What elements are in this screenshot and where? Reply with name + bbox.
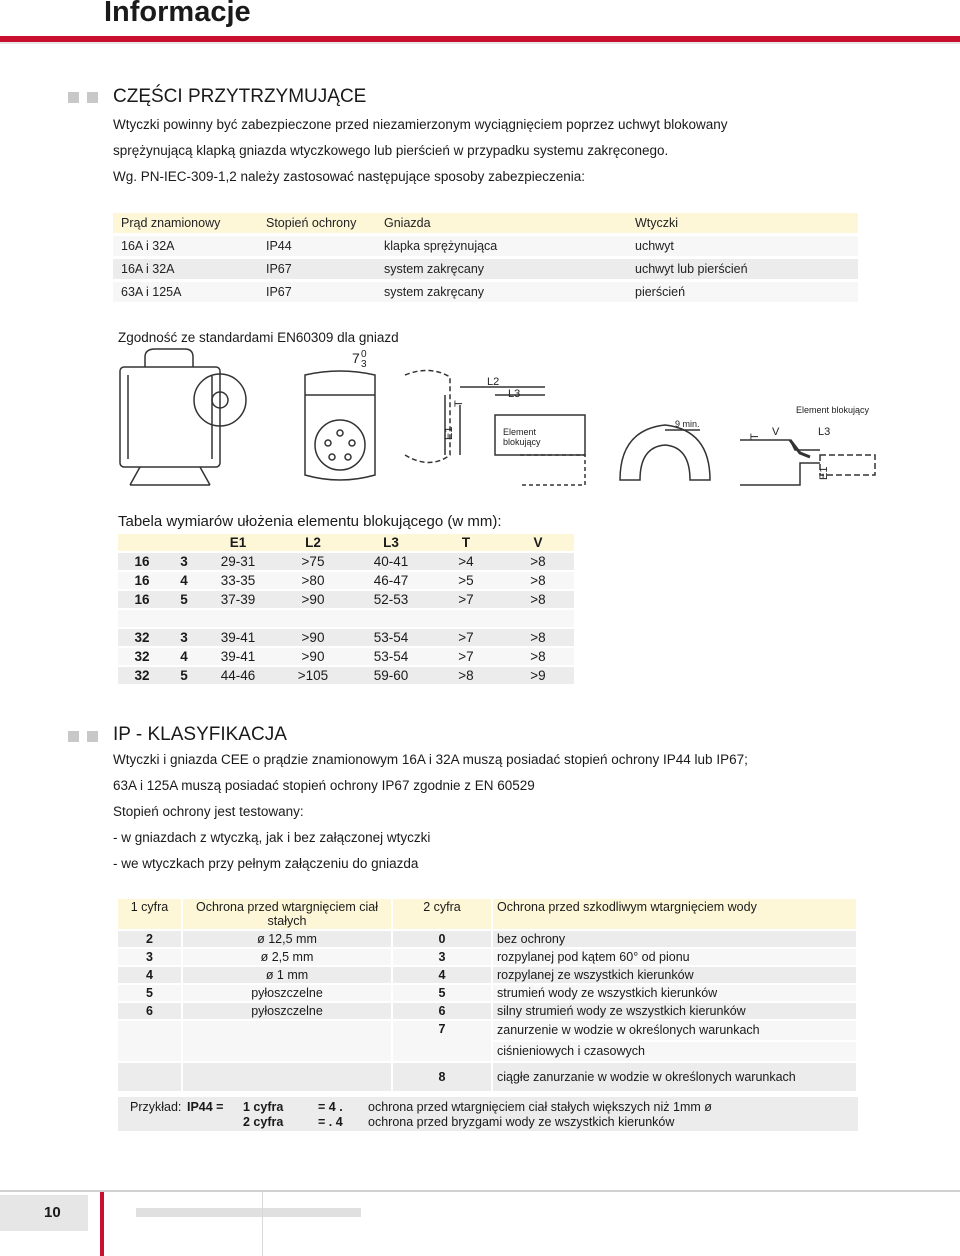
table-cell: 5 bbox=[166, 591, 202, 610]
table-cell: 32 bbox=[118, 629, 166, 648]
housing-handle bbox=[145, 349, 193, 367]
table-cell: silny strumień wody ze wszystkich kierunków bbox=[493, 1003, 858, 1021]
table-row bbox=[118, 648, 574, 667]
table-cell: >7 bbox=[430, 648, 502, 667]
label-blokujacy: blokujący bbox=[503, 437, 541, 447]
label-l3-right: L3 bbox=[818, 426, 831, 438]
section-paragraph bbox=[113, 112, 893, 190]
page-title: Informacje bbox=[104, 0, 251, 28]
socket-face bbox=[315, 420, 365, 470]
paragraph-line: sprężynującą klapką gniazda wtyczkowego lub pierścień w przypadku systemu zakręconego. bbox=[113, 143, 669, 158]
section-bullet-icon bbox=[68, 90, 98, 108]
table-cell bbox=[183, 1063, 393, 1093]
table-row bbox=[118, 667, 574, 686]
table-cell: 2 bbox=[118, 931, 183, 949]
table-cell: 29-31 bbox=[202, 553, 274, 572]
table-cell: >5 bbox=[430, 572, 502, 591]
table-cell: ciśnieniowych i czasowych bbox=[493, 1042, 858, 1063]
table-header-cell: Ochrona przed szkodliwym wtargnięciem wody bbox=[493, 899, 858, 931]
table-cell: 16A i 32A bbox=[121, 262, 175, 276]
paragraph-line: Wtyczki i gniazda CEE o prądzie znamionowym 16A i 32A muszą posiadać stopień ochrony IP44 lub IP67; bbox=[113, 752, 748, 767]
table-cell: 6 bbox=[118, 1003, 183, 1021]
paragraph-line: Wg. PN-IEC-309-1,2 należy zastosować następujące sposoby zabezpieczenia: bbox=[113, 169, 585, 184]
table-cell: 5 bbox=[166, 667, 202, 686]
table-cell: 33-35 bbox=[202, 572, 274, 591]
table-cell: rozpylanej pod kątem 60° od pionu bbox=[493, 949, 858, 967]
table-cell: 53-54 bbox=[352, 648, 430, 667]
diagram-title: Zgodność ze standardami EN60309 dla gniazd bbox=[118, 330, 399, 345]
table-cell: 16A i 32A bbox=[121, 239, 175, 253]
table-cell: IP67 bbox=[266, 285, 292, 299]
table-row bbox=[118, 591, 574, 610]
table-cell: 4 bbox=[393, 967, 493, 985]
table-cell: pyłoszczelne bbox=[183, 1003, 393, 1021]
table-cell: ciągłe zanurzanie w wodzie w określonych warunkach bbox=[493, 1063, 858, 1093]
table-row bbox=[118, 1003, 858, 1021]
table-cell: klapka sprężynująca bbox=[384, 239, 498, 253]
table-cell: 4 bbox=[118, 967, 183, 985]
table-cell: >7 bbox=[430, 629, 502, 648]
example-digit: 1 cyfra bbox=[243, 1100, 284, 1114]
table-cell: rozpylanej ze wszystkich kierunków bbox=[493, 967, 858, 985]
table-cell: pierścień bbox=[635, 285, 686, 299]
paragraph-line: - we wtyczkach przy pełnym załączeniu do gniazda bbox=[113, 856, 419, 871]
table-header-cell: L3 bbox=[352, 534, 430, 553]
table-cell: >8 bbox=[502, 629, 574, 648]
table-header-cell: L2 bbox=[274, 534, 352, 553]
table-cell: >75 bbox=[274, 553, 352, 572]
table-cell: ø 1 mm bbox=[183, 967, 393, 985]
table-cell bbox=[118, 1063, 183, 1093]
table-cell: 32 bbox=[118, 648, 166, 667]
table-cell: zanurzenie w wodzie w określonych warunkach bbox=[493, 1021, 858, 1042]
example-text: ochrona przed bryzgami wody ze wszystkich kierunków bbox=[368, 1115, 675, 1129]
table-cell: 6 bbox=[393, 1003, 493, 1021]
table-cell bbox=[183, 1021, 393, 1063]
section-paragraph bbox=[113, 747, 913, 877]
example-label: Przykład: bbox=[130, 1100, 182, 1114]
table-cell: >105 bbox=[274, 667, 352, 686]
table-cell: 37-39 bbox=[202, 591, 274, 610]
table-row bbox=[118, 1021, 858, 1042]
footer-bar bbox=[136, 1208, 361, 1217]
table-cell: >8 bbox=[430, 667, 502, 686]
table-spacer-row bbox=[118, 610, 574, 629]
table-cell: 16 bbox=[118, 572, 166, 591]
paragraph-line: Wtyczki powinny być zabezpieczone przed niezamierzonym wyciągnięciem poprzez uchwyt blokowany bbox=[113, 117, 728, 132]
table-cell: 0 bbox=[393, 931, 493, 949]
table-cell: 32 bbox=[118, 667, 166, 686]
table-header-cell: Ochrona przed wtargnięciem ciał stałych bbox=[183, 899, 393, 931]
table-header-cell bbox=[118, 534, 166, 553]
paragraph-line: - w gniazdach z wtyczką, jak i bez załączonej wtyczki bbox=[113, 830, 431, 845]
table-row bbox=[118, 967, 858, 985]
label-e1-right: E1 bbox=[818, 466, 830, 480]
label-element-blokujacy: Element blokujący bbox=[796, 405, 870, 415]
table-header-cell: V bbox=[502, 534, 574, 553]
table-cell: >90 bbox=[274, 648, 352, 667]
socket-housing bbox=[120, 367, 220, 467]
table-row bbox=[113, 236, 858, 256]
table-cell: >8 bbox=[502, 553, 574, 572]
table-row bbox=[118, 985, 858, 1003]
spacer-cell bbox=[118, 610, 574, 629]
ring-section bbox=[620, 425, 710, 480]
label-l3: L3 bbox=[508, 388, 521, 400]
table-header-cell: Stopień ochrony bbox=[266, 216, 357, 230]
header-sub-line bbox=[0, 42, 960, 44]
ip-classification-table bbox=[118, 899, 858, 1093]
table-header-cell: 2 cyfra bbox=[393, 899, 493, 931]
table-row bbox=[113, 259, 858, 279]
table-cell: 16 bbox=[118, 553, 166, 572]
table-cell: 46-47 bbox=[352, 572, 430, 591]
dimension-table-title: Tabela wymiarów ułożenia elementu blokującego (w mm): bbox=[118, 513, 502, 530]
table-row bbox=[118, 572, 574, 591]
section-title: CZĘŚCI PRZYTRZYMUJĄCE bbox=[113, 86, 367, 107]
paragraph-line: Stopień ochrony jest testowany: bbox=[113, 804, 304, 819]
table-cell: system zakręcany bbox=[384, 285, 485, 299]
table-row bbox=[113, 282, 858, 302]
table-cell: 53-54 bbox=[352, 629, 430, 648]
example-equals: = 4 . bbox=[318, 1100, 343, 1114]
table-cell: >7 bbox=[430, 591, 502, 610]
table-cell: 3 bbox=[118, 949, 183, 967]
example-text: ochrona przed wtargnięciem ciał stałych większych niż 1mm ø bbox=[368, 1100, 712, 1114]
table-cell: >8 bbox=[502, 572, 574, 591]
table-cell: 8 bbox=[393, 1063, 493, 1093]
table-cell: 7 bbox=[393, 1021, 493, 1063]
footer-accent bbox=[100, 1192, 104, 1256]
example-digit: 2 cyfra bbox=[243, 1115, 284, 1129]
angle-sup: 0 bbox=[361, 349, 367, 360]
label-9min: 9 min. bbox=[675, 419, 700, 429]
table-header-cell: T bbox=[430, 534, 502, 553]
table-header-row bbox=[118, 534, 574, 553]
protection-table bbox=[113, 210, 858, 305]
table-cell: 4 bbox=[166, 648, 202, 667]
table-header-row bbox=[113, 213, 858, 233]
example-code: IP44 = bbox=[187, 1100, 224, 1114]
table-cell: pyłoszczelne bbox=[183, 985, 393, 1003]
table-cell: uchwyt lub pierścień bbox=[635, 262, 748, 276]
table-row bbox=[118, 949, 858, 967]
table-header-cell: Gniazda bbox=[384, 216, 431, 230]
table-cell: 44-46 bbox=[202, 667, 274, 686]
table-cell: >80 bbox=[274, 572, 352, 591]
table-cell bbox=[118, 1021, 183, 1063]
table-cell: ø 12,5 mm bbox=[183, 931, 393, 949]
paragraph-line: 63A i 125A muszą posiadać stopień ochrony IP67 zgodnie z EN 60529 bbox=[113, 778, 535, 793]
table-header-cell: Wtyczki bbox=[635, 216, 679, 230]
table-cell: IP44 bbox=[266, 239, 292, 253]
table-cell: bez ochrony bbox=[493, 931, 858, 949]
table-cell: 5 bbox=[118, 985, 183, 1003]
table-row bbox=[118, 931, 858, 949]
table-cell: ø 2,5 mm bbox=[183, 949, 393, 967]
table-cell: uchwyt bbox=[635, 239, 674, 253]
table-cell: >8 bbox=[502, 591, 574, 610]
ip-example bbox=[118, 1097, 858, 1131]
table-cell: 40-41 bbox=[352, 553, 430, 572]
table-cell: 16 bbox=[118, 591, 166, 610]
angle-sub: 3 bbox=[361, 359, 367, 370]
label-t: T bbox=[453, 400, 465, 407]
table-row bbox=[118, 629, 574, 648]
example-equals: = . 4 bbox=[318, 1115, 343, 1129]
table-cell: 5 bbox=[393, 985, 493, 1003]
label-v: V bbox=[772, 426, 780, 438]
table-header-cell: Prąd znamionowy bbox=[121, 216, 221, 230]
table-cell: 3 bbox=[166, 553, 202, 572]
table-header-row bbox=[118, 899, 858, 931]
table-cell: IP67 bbox=[266, 262, 292, 276]
table-cell: >8 bbox=[502, 648, 574, 667]
table-header-cell: 1 cyfra bbox=[118, 899, 183, 931]
footer-divider bbox=[262, 1192, 263, 1256]
table-row bbox=[118, 553, 574, 572]
label-t-right: T bbox=[749, 433, 761, 440]
table-cell: >90 bbox=[274, 629, 352, 648]
table-cell: >9 bbox=[502, 667, 574, 686]
label-element: Element bbox=[503, 427, 537, 437]
table-cell: >90 bbox=[274, 591, 352, 610]
table-cell: strumień wody ze wszystkich kierunków bbox=[493, 985, 858, 1003]
locking-element-diagram bbox=[100, 345, 880, 505]
table-cell: >4 bbox=[430, 553, 502, 572]
table-header-cell: E1 bbox=[202, 534, 274, 553]
table-header-cell bbox=[166, 534, 202, 553]
table-cell: 3 bbox=[166, 629, 202, 648]
page-number: 10 bbox=[44, 1204, 61, 1221]
footer-line bbox=[0, 1190, 960, 1192]
angle-label: 7 bbox=[352, 350, 360, 366]
table-cell: 59-60 bbox=[352, 667, 430, 686]
table-cell: 4 bbox=[166, 572, 202, 591]
table-cell: 39-41 bbox=[202, 648, 274, 667]
table-cell: 3 bbox=[393, 949, 493, 967]
table-row bbox=[118, 1063, 858, 1093]
label-l2: L2 bbox=[487, 376, 500, 388]
table-cell: 52-53 bbox=[352, 591, 430, 610]
table-cell: 39-41 bbox=[202, 629, 274, 648]
section-bullet-icon bbox=[68, 729, 98, 747]
section-title: IP - KLASYFIKACJA bbox=[113, 724, 287, 745]
table-cell: system zakręcany bbox=[384, 262, 485, 276]
table-cell: 63A i 125A bbox=[121, 285, 182, 299]
label-e1: E1 bbox=[443, 426, 455, 440]
dimension-table bbox=[118, 534, 574, 686]
